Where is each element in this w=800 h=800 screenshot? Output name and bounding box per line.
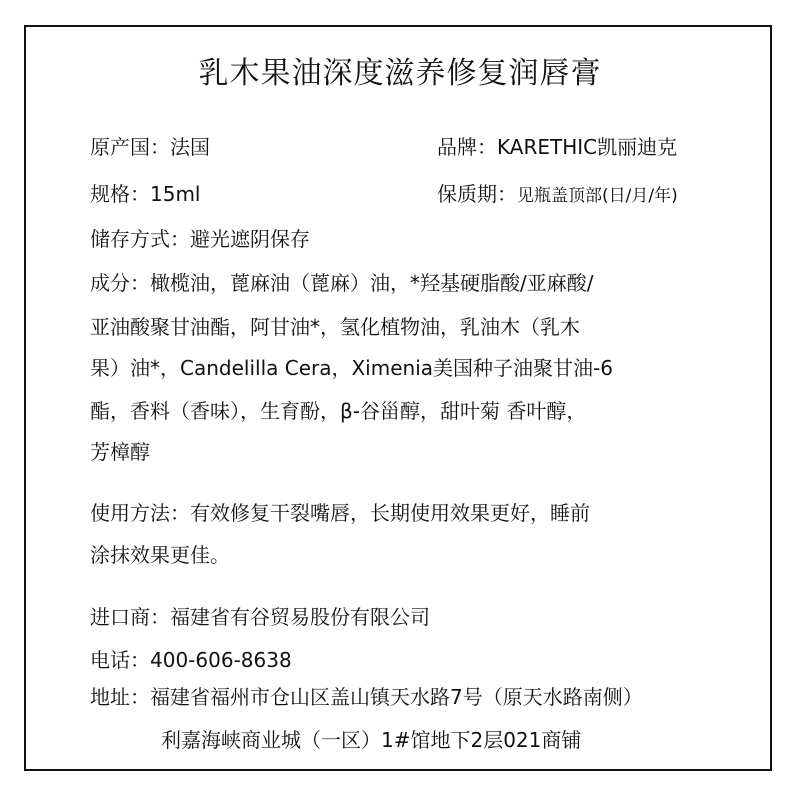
- ingredients-line: 亚油酸聚甘油酯，阿甘油*，氢化植物油，乳油木（乳木: [90, 315, 580, 339]
- origin-country: 原产国：法国: [90, 135, 210, 159]
- phone: 电话：400-606-8638: [90, 648, 292, 672]
- usage-line: 涂抹效果更佳。: [90, 543, 230, 567]
- storage-method: 储存方式：避光遮阴保存: [90, 227, 310, 251]
- brand-name: 品牌：KARETHIC凯丽迪克: [437, 135, 678, 159]
- ingredients-line: 酯，香料（香味），生育酚，β-谷甾醇，甜叶菊 香叶醇，: [90, 399, 587, 423]
- ingredients-line: 成分：橄榄油，蓖麻油（蓖麻）油，*羟基硬脂酸/亚麻酸/: [90, 271, 594, 295]
- importer: 进口商：福建省有谷贸易股份有限公司: [90, 605, 430, 629]
- ingredients-line: 果）油*，Candelilla Cera，Ximenia美国种子油聚甘油-6: [90, 356, 613, 380]
- shelf-life: [437, 180, 678, 210]
- shelf-life-value: 见瓶盖顶部(日/月/年): [517, 186, 678, 206]
- ingredients-line: 芳樟醇: [90, 440, 150, 464]
- product-title: 乳木果油深度滋养修复润唇膏: [198, 56, 602, 91]
- usage-line: 使用方法：有效修复干裂嘴唇，长期使用效果更好，睡前: [90, 501, 590, 525]
- specification: 规格：15ml: [90, 182, 201, 206]
- shelf-life-label: 保质期：: [437, 182, 517, 206]
- address-line: 地址：福建省福州市仓山区盖山镇天水路7号（原天水路南侧）: [90, 685, 643, 709]
- address-line: 利嘉海峡商业城（一区）1#馆地下2层021商铺: [161, 728, 582, 752]
